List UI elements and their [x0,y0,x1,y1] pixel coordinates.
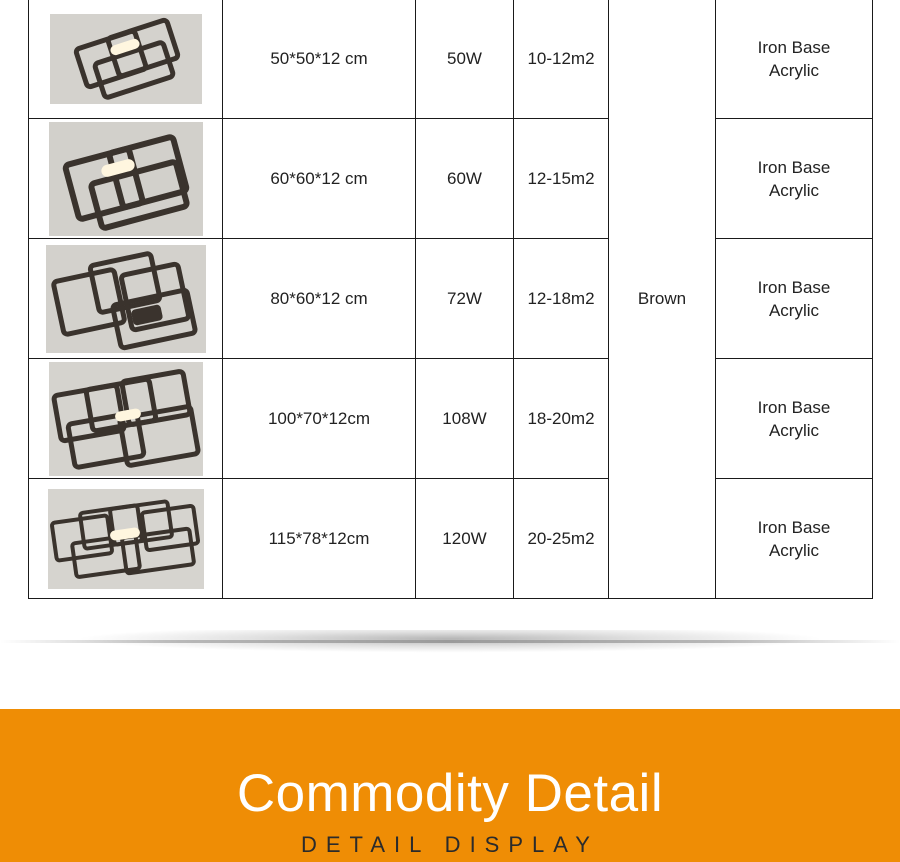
size-cell: 50*50*12 cm [223,0,416,119]
area-cell: 12-18m2 [514,239,609,359]
material-line: Iron Base [757,397,831,417]
table-row [29,0,873,119]
size-cell: 80*60*12 cm [223,239,416,359]
section-divider-shadow [0,630,900,660]
table-row [29,239,873,359]
size-cell: 100*70*12cm [223,359,416,479]
ceiling-lamp-five-squares-icon [49,362,203,476]
product-image-cell [29,479,223,599]
material-cell [716,239,873,359]
ceiling-lamp-six-squares-icon [48,489,204,589]
area-cell: 12-15m2 [514,119,609,239]
product-image-cell [29,239,223,359]
area-cell: 20-25m2 [514,479,609,599]
table-row [29,359,873,479]
power-cell: 108W [416,359,514,479]
material-line: Iron Base [757,157,831,177]
material-cell [716,479,873,599]
color-cell: Brown [609,0,716,599]
material-cell [716,359,873,479]
banner-subtitle: DETAIL DISPLAY [301,832,599,857]
product-image-cell [29,119,223,239]
ceiling-lamp-four-squares-icon [46,245,206,353]
power-cell: 60W [416,119,514,239]
material-line: Acrylic [768,420,820,440]
area-cell: 18-20m2 [514,359,609,479]
table-row [29,479,873,599]
product-image-cell [29,0,223,119]
section-divider-line [0,640,900,643]
material-line: Acrylic [768,60,820,80]
size-cell: 60*60*12 cm [223,119,416,239]
product-spec-table [28,0,873,599]
section-banner [0,709,900,862]
power-cell: 72W [416,239,514,359]
power-cell: 120W [416,479,514,599]
material-line: Acrylic [768,180,820,200]
ceiling-lamp-three-squares-icon [49,122,203,236]
power-cell: 50W [416,0,514,119]
material-line: Iron Base [757,37,831,57]
area-cell: 10-12m2 [514,0,609,119]
material-cell [716,119,873,239]
banner-title: Commodity Detail [236,764,664,823]
material-line: Acrylic [768,540,820,560]
material-line: Iron Base [757,517,831,537]
product-image-cell [29,359,223,479]
material-cell [716,0,873,119]
ceiling-lamp-three-squares-icon [50,14,202,104]
material-line: Iron Base [757,277,831,297]
table-row [29,119,873,239]
size-cell: 115*78*12cm [223,479,416,599]
material-line: Acrylic [768,300,820,320]
